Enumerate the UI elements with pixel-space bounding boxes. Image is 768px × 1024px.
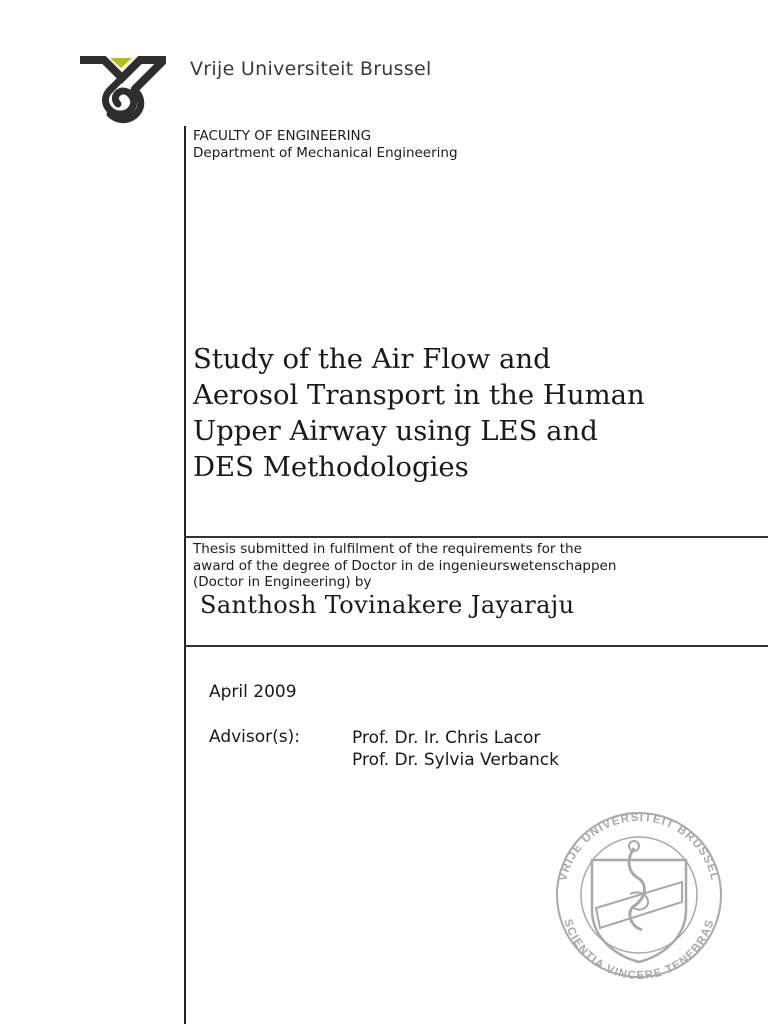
divider-after-title [184,536,768,538]
vertical-divider [184,126,186,1024]
vub-logo-icon [78,56,166,124]
submission-line: award of the degree of Doctor in de ingenieurswetenschappen [193,557,617,574]
divider-after-author [184,645,768,647]
title-line: Upper Airway using LES and [193,415,598,447]
university-seal-icon [530,810,748,980]
faculty-block [193,128,458,162]
university-name: Vrije Universiteit Brussel [190,58,432,80]
seal-bottom-text: SCIENTIA VINCERE TENEBRAS [561,917,717,980]
advisor-name: Prof. Dr. Sylvia Verbanck [352,750,559,770]
advisor-label: Advisor(s): [209,727,301,747]
submission-note [193,541,753,591]
author-name: Santhosh Tovinakere Jayaraju [200,591,575,619]
submission-line: Thesis submitted in fulfilment of the requirements for the [193,541,582,557]
faculty-name: FACULTY OF ENGINEERING [193,128,372,144]
title-line: DES Methodologies [193,451,469,483]
department-name: Department of Mechanical Engineering [193,145,458,161]
thesis-title [193,341,753,485]
advisor-list [352,727,559,771]
advisor-name: Prof. Dr. Ir. Chris Lacor [352,728,541,748]
title-line: Aerosol Transport in the Human [193,379,645,411]
submission-line: (Doctor in Engineering) by [193,574,372,590]
submission-date: April 2009 [209,682,297,702]
title-line: Study of the Air Flow and [193,343,551,375]
seal-top-text: VRIJE UNIVERSITEIT BRUSSEL [557,811,721,883]
